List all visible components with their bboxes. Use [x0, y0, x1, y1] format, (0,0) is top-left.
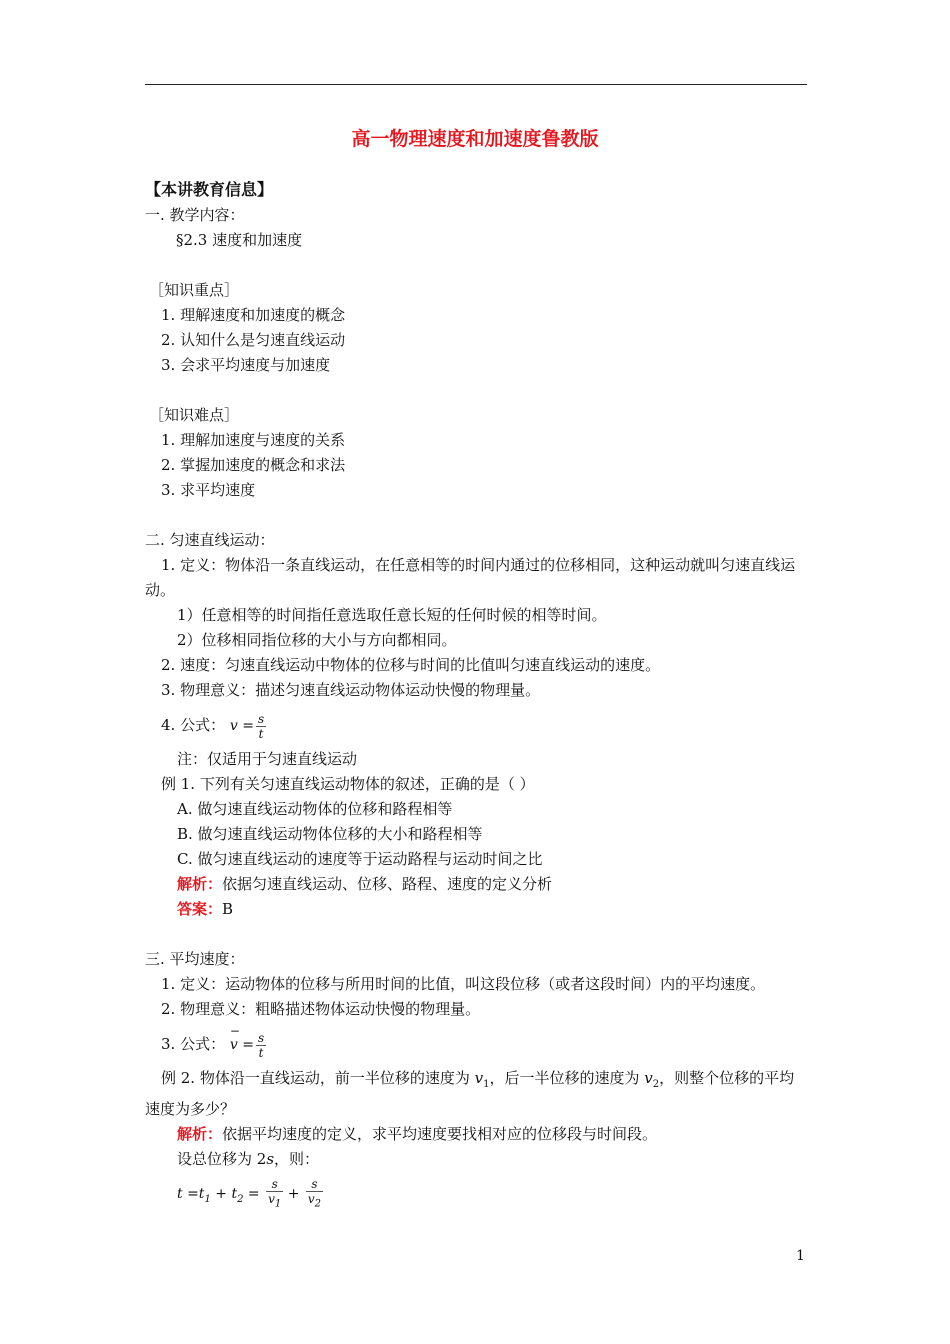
section-3-heading: 三. 平均速度： — [145, 950, 245, 968]
example-2-text: 例 2. 物体沿一直线运动，前一半位移的速度为 — [161, 1069, 475, 1087]
info-header: 【本讲教育信息】 — [145, 180, 274, 199]
v-symbol: v — [307, 1191, 315, 1206]
difficult-point: 1. 理解加速度与速度的关系 — [161, 431, 346, 449]
definition-paragraph — [145, 553, 809, 603]
v-symbol: v — [268, 1191, 275, 1206]
option-c: C. 做匀速直线运动的速度等于运动路程与运动时间之比 — [177, 850, 543, 868]
example-1: 例 1. 下列有关匀速直线运动物体的叙述，正确的是（ ） — [161, 775, 535, 793]
example-2 — [145, 1066, 809, 1122]
fraction-denominator — [266, 1192, 283, 1211]
answer-text: B — [222, 900, 234, 918]
document-title: 高一物理速度和加速度鲁教版 — [351, 128, 599, 150]
difficult-point: 2. 掌握加速度的概念和求法 — [161, 456, 346, 474]
eq-subscript: 2 — [237, 1193, 244, 1205]
definition-note: 1）任意相等的时间指任意选取任意长短的任何时候的相等时间。 — [177, 606, 607, 624]
average-speed-meaning: 2. 物理意义：粗略描述物体运动快慢的物理量。 — [161, 1000, 481, 1018]
time-equation: $t =t_1 + t_2$ = $\frac{s}{v_1}$ + $\frac{s}{v_2}$ — [177, 1176, 322, 1210]
key-point: 1. 理解速度和加速度的概念 — [161, 306, 346, 324]
formula-line — [145, 703, 809, 747]
fraction — [256, 712, 266, 741]
formula-label: 3. 公式： — [161, 1035, 226, 1053]
v-subscript: 1 — [274, 1198, 282, 1210]
example-2-text: ，后一半位移的速度为 — [489, 1069, 645, 1087]
v1-symbol: v — [474, 1069, 484, 1087]
difficult-point: 3. 求平均速度 — [161, 481, 256, 499]
analysis-text: 依据匀速直线运动、位移、路程、速度的定义分析 — [222, 875, 553, 893]
time-equation-line — [145, 1172, 809, 1216]
section-1-heading: 一. 教学内容： — [145, 206, 245, 224]
speed-definition: 2. 速度：匀速直线运动中物体的位移与时间的比值叫匀速直线运动的速度。 — [161, 656, 661, 674]
formula-label: 4. 公式： — [161, 716, 226, 734]
fraction-numerator: s — [306, 1177, 323, 1192]
header-rule — [145, 84, 807, 85]
document-body — [145, 176, 809, 1216]
definition-text: 1. 定义：物体沿一条直线运动，在任意相等的时间内通过的位移相同，这种运动就叫匀速直线运动。 — [145, 556, 796, 599]
physical-meaning: 3. 物理意义：描述匀速直线运动物体运动快慢的物理量。 — [161, 681, 541, 699]
difficult-points-label: ［知识难点］ — [149, 406, 240, 424]
fraction — [306, 1177, 323, 1211]
fraction-numerator: s — [257, 711, 265, 726]
fraction-numerator: s — [266, 1177, 283, 1192]
v1-subscript: 1 — [483, 1079, 490, 1090]
fraction-denominator: t — [258, 1045, 264, 1060]
v2-subscript: 2 — [652, 1079, 660, 1090]
analysis-text: 依据平均速度的定义，求平均速度要找相对应的位移段与时间段。 — [222, 1125, 658, 1143]
eq-subscript: 1 — [204, 1193, 211, 1205]
topic-line: §2.3 速度和加速度 — [176, 231, 303, 249]
analysis-line — [145, 1122, 809, 1147]
eq-term: = — [243, 1186, 260, 1202]
key-point: 3. 会求平均速度与加速度 — [161, 356, 331, 374]
analysis-label: 解析： — [177, 875, 223, 893]
fraction — [266, 1177, 283, 1211]
answer-label: 答案： — [177, 900, 223, 918]
definition-note: 2）位移相同指位移的大小与方向都相同。 — [177, 631, 457, 649]
section-2-heading: 二. 匀速直线运动： — [145, 531, 275, 549]
example-2-text: ，则整个位移的平均速度为多少？ — [145, 1069, 795, 1118]
fraction — [256, 1031, 266, 1060]
eq-term: + t — [210, 1186, 238, 1202]
answer-line — [145, 897, 809, 922]
setup-text: ，则： — [274, 1150, 320, 1168]
fraction-denominator — [306, 1192, 323, 1211]
formula-note: 注：仅适用于匀速直线运动 — [177, 750, 358, 768]
setup-text: 设总位移为 2 — [177, 1150, 267, 1168]
option-a: A. 做匀速直线运动物体的位移和路程相等 — [177, 800, 453, 818]
average-formula-line — [145, 1022, 809, 1066]
analysis-line — [145, 872, 809, 897]
fraction-numerator: s — [257, 1030, 265, 1045]
fraction-denominator: t — [258, 726, 264, 741]
key-points-label: ［知识重点］ — [149, 281, 240, 299]
option-b: B. 做匀速直线运动物体位移的大小和路程相等 — [177, 825, 483, 843]
page-number: 1 — [796, 1248, 805, 1264]
average-velocity-formula — [230, 1023, 266, 1067]
setup-line — [145, 1147, 809, 1172]
formula-lhs: v = — [229, 718, 254, 734]
v2-symbol: v — [644, 1069, 653, 1087]
v-subscript: 2 — [314, 1198, 322, 1210]
average-speed-definition: 1. 定义：运动物体的位移与所用时间的比值，叫这段位移（或者这段时间）内的平均速度。 — [161, 975, 766, 993]
analysis-label: 解析： — [177, 1125, 223, 1143]
key-point: 2. 认知什么是匀速直线运动 — [161, 331, 346, 349]
eq-term: t =t — [177, 1186, 205, 1202]
formula-lhs: − v = — [230, 1023, 254, 1067]
velocity-formula — [230, 704, 266, 748]
s-symbol: s — [266, 1150, 275, 1168]
